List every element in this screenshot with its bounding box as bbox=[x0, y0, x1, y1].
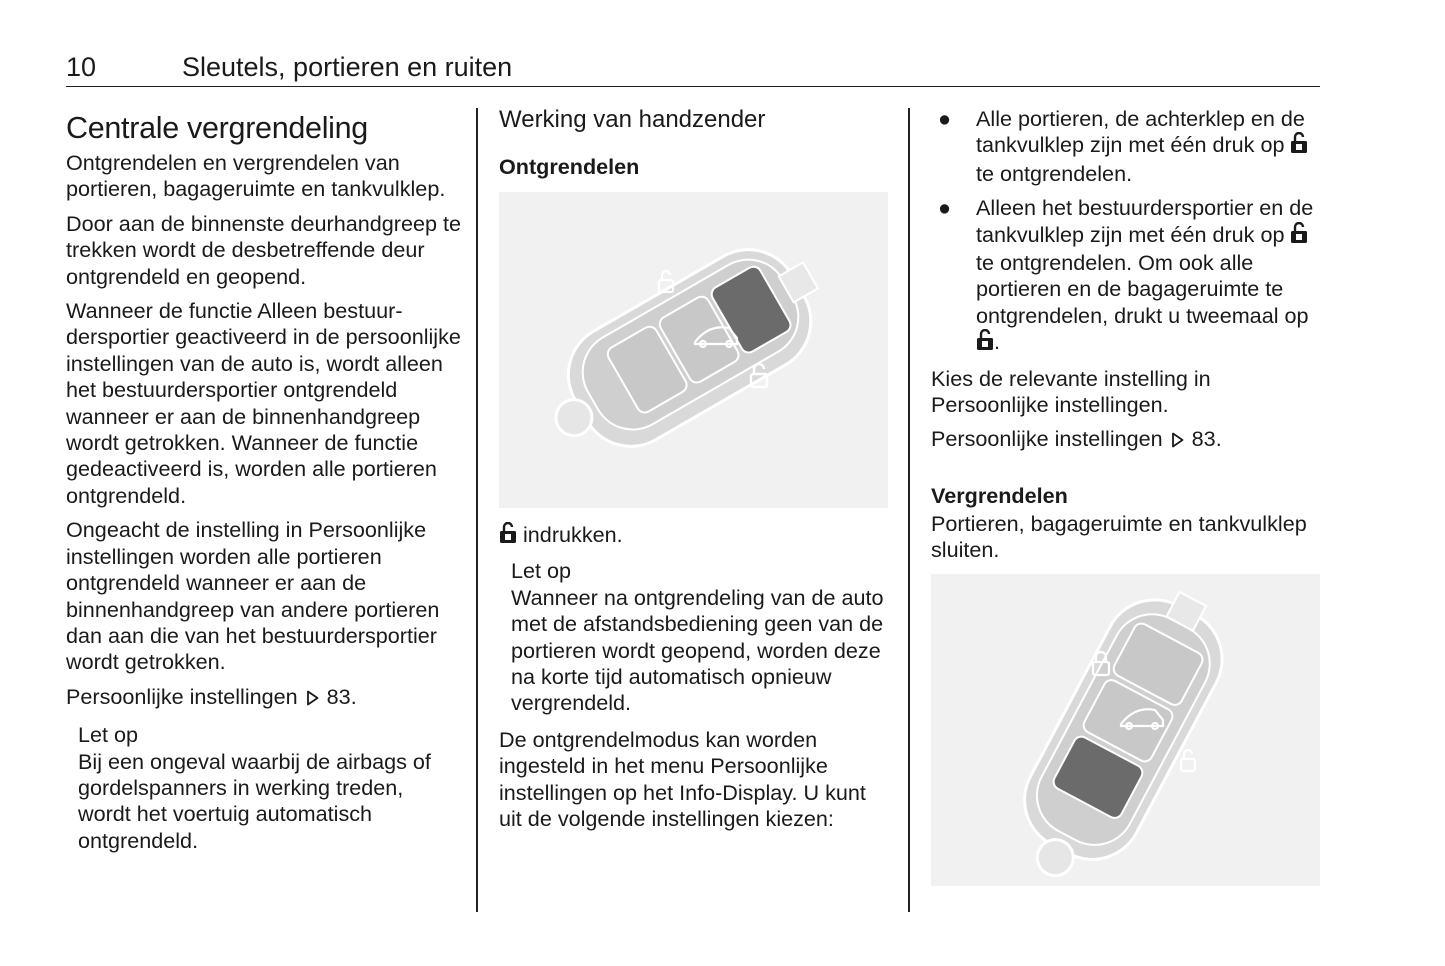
settings-list bbox=[931, 106, 1323, 358]
key-fob-unlock-illustration bbox=[499, 192, 888, 508]
note-box bbox=[78, 722, 461, 854]
unlock-icon bbox=[499, 522, 517, 550]
section-title: Centrale vergrendeling bbox=[66, 111, 368, 145]
note-title: Let op bbox=[511, 558, 572, 584]
press-instruction bbox=[499, 522, 891, 550]
note-text: Bij een ongeval waarbij de airbags of gordelspanners in werking treden, wordt het voertuig automatisch ontgrendeld. bbox=[78, 748, 431, 853]
column-divider bbox=[476, 108, 478, 912]
subsection-heading: Ontgrendelen bbox=[499, 154, 640, 179]
paragraph: De ontgrendelmodus kan worden ingesteld in het menu Persoonlijke instellingen op het Info-Display. U kunt uit de volgende instellingen kiezen: bbox=[499, 726, 866, 832]
chapter-title: Sleutels, portieren en ruiten bbox=[182, 52, 513, 82]
paragraph: Wanneer de functie Alleen bestuurdersportier geactiveerd in de persoonlijke instellingen van de auto is, wordt alleen het bestuurdersportier ontgrendeld wanneer er aan de binnenhandgreep wordt getrokken. Wanneer de functie gedeactiveerd is, worden alle portieren ontgrendeld. bbox=[66, 298, 461, 508]
page-number: 10 bbox=[66, 52, 97, 82]
list-item: ● Alleen het bestuurdersportier en de tankvulklep zijn met één druk op te ontgrendelen. Om ook alle portieren en de bagageruimte te ontgrendelen, drukt u tweemaal op . bbox=[931, 195, 1323, 357]
page-arrow-icon bbox=[1171, 428, 1184, 454]
column-divider bbox=[908, 108, 910, 912]
paragraph: Door aan de binnenste deurhandgreep te trekken wordt de desbetreffende deur ontgrendeld en geopend. bbox=[66, 210, 461, 289]
paragraph: Ontgrendelen en vergrendelen van portieren, bagageruimte en tankvulklep. bbox=[66, 150, 446, 202]
note-title: Let op bbox=[78, 722, 139, 748]
page-header bbox=[66, 50, 1320, 87]
reference-text: Persoonlijke instellingen bbox=[66, 683, 298, 709]
unlock-icon bbox=[1290, 222, 1308, 250]
press-text: indrukken. bbox=[523, 522, 623, 547]
cross-reference bbox=[66, 684, 461, 712]
unlock-icon bbox=[1290, 132, 1308, 160]
reference-page: 83. bbox=[1191, 426, 1222, 452]
page-arrow-icon bbox=[306, 686, 319, 712]
column-2 bbox=[499, 106, 891, 840]
reference-page: 83. bbox=[326, 683, 357, 709]
key-fob-lock-illustration bbox=[931, 574, 1320, 886]
section-heading: Werking van handzender bbox=[499, 106, 766, 133]
unlock-icon bbox=[976, 329, 994, 357]
subsection-heading: Vergrendelen bbox=[931, 482, 1068, 508]
reference-text: Persoonlijke instellingen bbox=[931, 426, 1163, 452]
column-1 bbox=[66, 106, 461, 854]
list-item: ● Alle portieren, de achterklep en de tankvulklep zijn met één druk op te ontgrendelen. bbox=[931, 106, 1323, 187]
bullet-icon: ● bbox=[938, 106, 952, 131]
note-text: Wanneer na ontgrendeling van de auto met de afstandsbediening geen van de portieren wordt geopend, worden deze na korte tijd automatisch opnieuw vergrendeld. bbox=[511, 584, 884, 716]
bullet-icon: ● bbox=[938, 195, 952, 221]
cross-reference bbox=[931, 426, 1323, 454]
paragraph: Ongeacht de instelling in Persoonlijke instellingen worden alle portieren ontgrendeld wanneer er aan de binnenhandgreep van andere portieren dan aan die van het bestuurdersportier wordt getrokken. bbox=[66, 517, 440, 675]
column-3 bbox=[931, 106, 1323, 900]
note-box bbox=[511, 558, 891, 716]
paragraph: Kies de relevante instelling in Persoonlijke instellingen. bbox=[931, 365, 1211, 418]
paragraph: Portieren, bagageruimte en tankvulklep sluiten. bbox=[931, 510, 1307, 563]
